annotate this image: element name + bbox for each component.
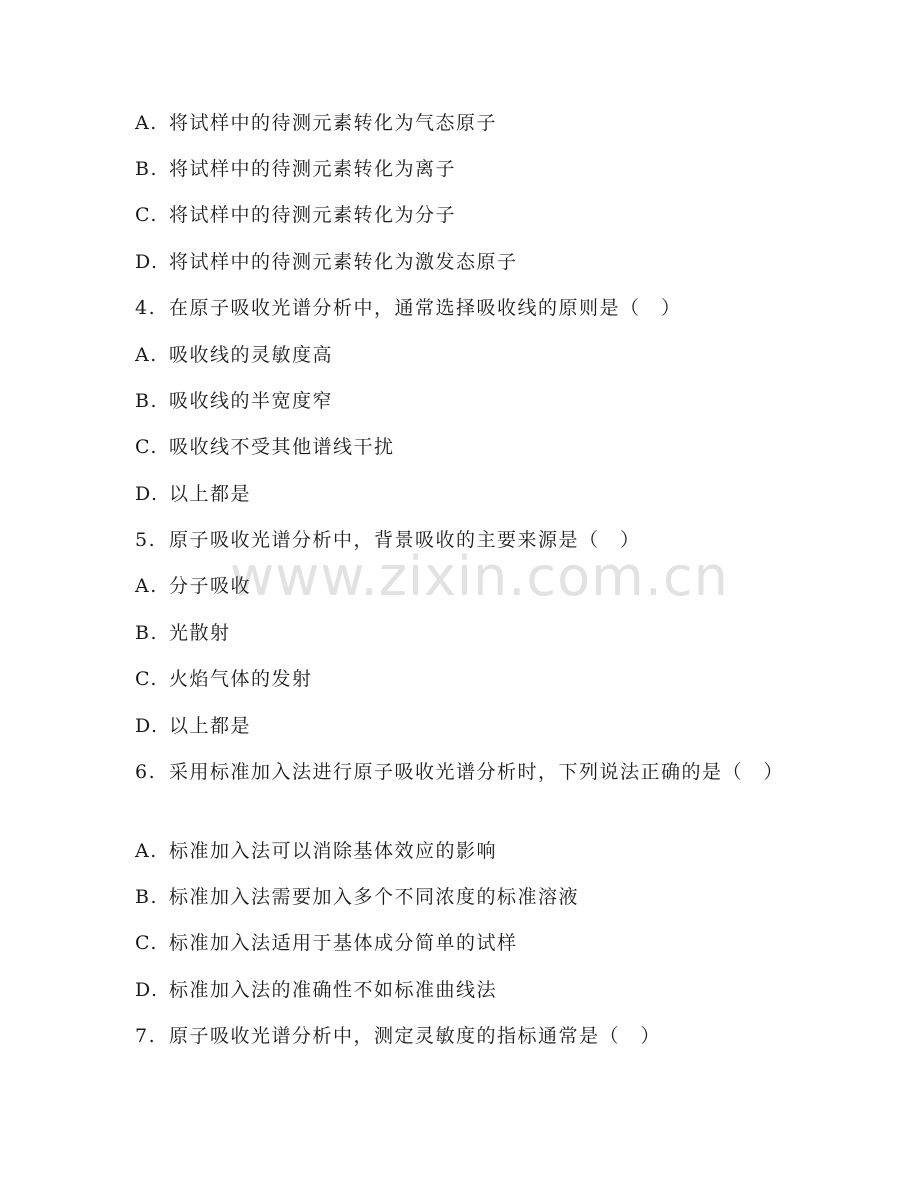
option-label: D.: [135, 483, 159, 505]
option-text: 以上都是: [169, 483, 252, 505]
option-text: 将试样中的待测元素转化为激发态原子: [169, 251, 518, 273]
option-line: [135, 882, 860, 912]
option-label: A.: [135, 344, 158, 366]
option-label: B.: [135, 158, 159, 180]
option-text: 吸收线不受其他谱线干扰: [169, 436, 395, 458]
option-line: [135, 571, 860, 601]
option-line: [135, 836, 860, 866]
question-number: 5.: [135, 529, 157, 551]
option-label: D.: [135, 251, 159, 273]
option-line: [135, 154, 860, 184]
option-label: B.: [135, 390, 159, 412]
option-label: B.: [135, 886, 159, 908]
option-line: [135, 975, 860, 1005]
question-line: [135, 293, 860, 323]
question-text: 采用标准加入法进行原子吸收光谱分析时，下列说法正确的是（ ）: [169, 761, 785, 783]
option-text: 将试样中的待测元素转化为气态原子: [169, 112, 498, 134]
option-line: [135, 479, 860, 509]
option-label: A.: [135, 840, 158, 862]
question-text: 原子吸收光谱分析中，背景吸收的主要来源是（ ）: [169, 529, 641, 551]
question-text: 在原子吸收光谱分析中，通常选择吸收线的原则是（ ）: [169, 297, 682, 319]
question-number: 6.: [135, 761, 157, 783]
watermark-text: www.zixin.com.cn: [230, 545, 729, 608]
option-label: D.: [135, 715, 159, 737]
option-text: 光散射: [169, 622, 231, 644]
option-label: A.: [135, 112, 158, 134]
option-text: 标准加入法需要加入多个不同浓度的标准溶液: [169, 886, 580, 908]
option-line: [135, 928, 860, 958]
option-text: 标准加入法适用于基体成分简单的试样: [169, 932, 518, 954]
option-label: C.: [135, 436, 158, 458]
option-line: [135, 200, 860, 230]
option-line: [135, 664, 860, 694]
question-number: 7.: [135, 1025, 157, 1047]
option-line: [135, 386, 860, 416]
question-line: [135, 1021, 860, 1051]
option-label: A.: [135, 575, 158, 597]
option-label: B.: [135, 622, 159, 644]
option-text: 吸收线的灵敏度高: [169, 344, 334, 366]
question-text: 原子吸收光谱分析中，测定灵敏度的指标通常是（ ）: [169, 1025, 662, 1047]
option-label: C.: [135, 932, 158, 954]
option-line: [135, 108, 860, 138]
option-text: 分子吸收: [169, 575, 252, 597]
option-line: [135, 247, 860, 277]
option-text: 标准加入法的准确性不如标准曲线法: [169, 979, 498, 1001]
question-number: 4.: [135, 297, 157, 319]
option-label: D.: [135, 979, 159, 1001]
option-label: C.: [135, 204, 158, 226]
option-label: C.: [135, 668, 158, 690]
option-line: [135, 711, 860, 741]
option-line: [135, 340, 860, 370]
option-text: 吸收线的半宽度窄: [169, 390, 334, 412]
option-line: [135, 618, 860, 648]
option-text: 火焰气体的发射: [169, 668, 313, 690]
option-text: 将试样中的待测元素转化为分子: [169, 204, 457, 226]
question-line: [135, 757, 835, 787]
option-text: 标准加入法可以消除基体效应的影响: [169, 840, 498, 862]
option-text: 以上都是: [169, 715, 252, 737]
option-text: 将试样中的待测元素转化为离子: [169, 158, 457, 180]
option-line: [135, 432, 860, 462]
question-line: [135, 525, 860, 555]
